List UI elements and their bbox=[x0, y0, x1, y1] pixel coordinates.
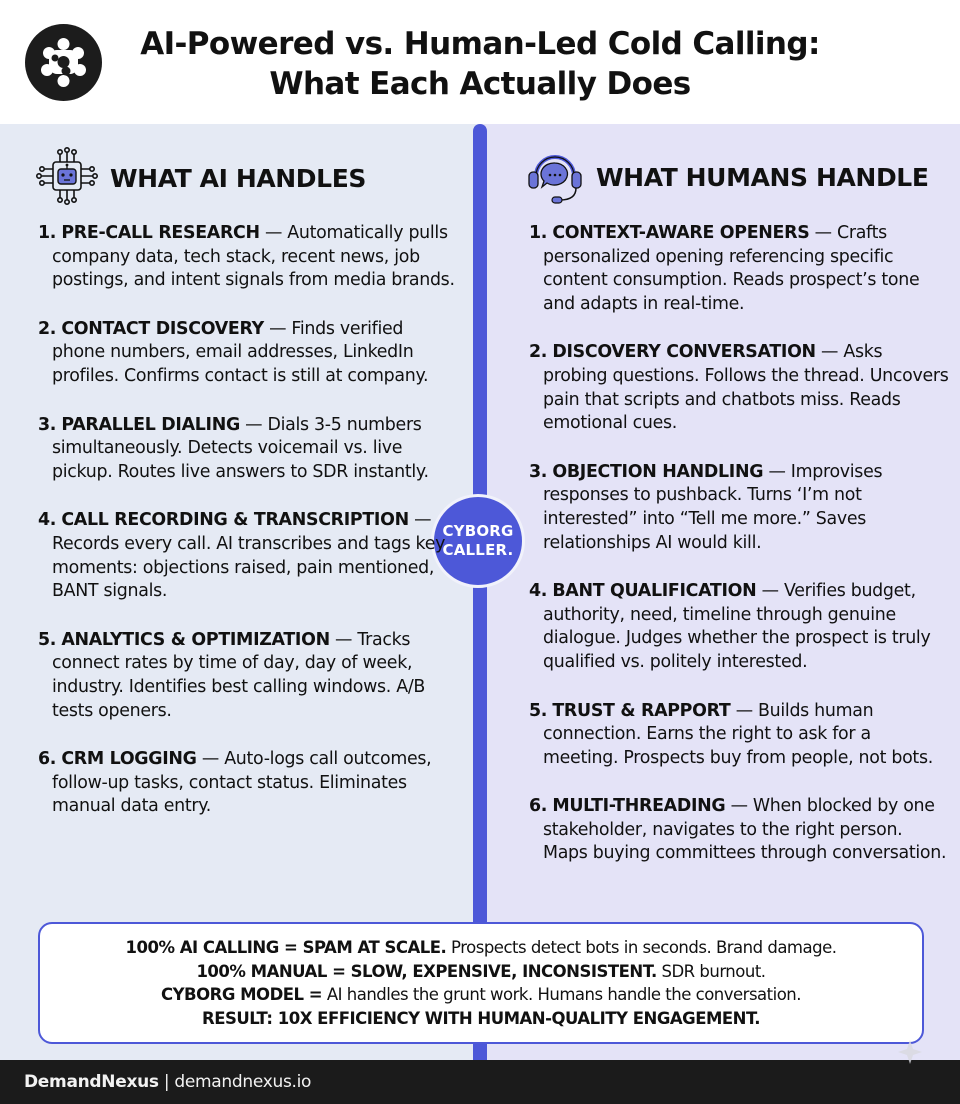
title-line-2: What Each Actually Does bbox=[269, 66, 691, 102]
item-heading: BANT QUALIFICATION bbox=[552, 581, 757, 602]
sparkle-icon bbox=[898, 1040, 922, 1064]
item-description: — Crafts personalized opening referencing specific content consumption. Reads prospect’s tone and adapts in real-time. bbox=[543, 223, 920, 314]
human-item-trust bbox=[529, 700, 949, 771]
summary-text: SDR burnout. bbox=[656, 961, 766, 981]
footer-brand: DemandNexus bbox=[24, 1072, 159, 1092]
ai-items-list bbox=[38, 222, 458, 819]
item-number: 6. bbox=[529, 796, 548, 817]
footer-text bbox=[24, 1072, 311, 1092]
badge-line-2: CALLER. bbox=[442, 541, 514, 559]
summary-bold: 100% AI CALLING = SPAM AT SCALE. bbox=[125, 938, 447, 957]
footer bbox=[0, 1060, 960, 1104]
footer-url[interactable]: demandnexus.io bbox=[174, 1072, 312, 1092]
item-description: — Improvises responses to pushback. Turns ‘I’m not interested” into “Tell me more.” Saves relationships AI would kill. bbox=[543, 461, 883, 553]
ai-item-contact-discovery bbox=[38, 318, 458, 389]
human-column-title: WHAT HUMANS HANDLE bbox=[596, 162, 929, 192]
item-heading: PRE-CALL RESEARCH bbox=[61, 223, 260, 243]
summary-bold: 100% MANUAL = SLOW, EXPENSIVE, INCONSISTENT. bbox=[196, 961, 657, 981]
ai-item-analytics bbox=[38, 629, 458, 723]
item-description: — Records every call. AI transcribes and tags key moments: objections raised, pain mentioned, BANT signals. bbox=[52, 510, 446, 602]
item-number: 2. bbox=[38, 318, 57, 339]
item-number: 1. bbox=[38, 223, 57, 243]
summary-line-manual bbox=[196, 960, 765, 984]
ai-column-heading bbox=[36, 146, 366, 210]
summary-bold: CYBORG MODEL = bbox=[160, 985, 323, 1004]
summary-text: AI handles the grunt work. Humans handle the conversation. bbox=[322, 985, 802, 1004]
human-item-bant bbox=[529, 580, 949, 674]
summary-text: Prospects detect bots in seconds. Brand damage. bbox=[446, 938, 837, 957]
human-items-list bbox=[529, 222, 949, 891]
human-item-discovery bbox=[529, 341, 949, 435]
ai-column-title: WHAT AI HANDLES bbox=[110, 163, 366, 193]
human-column-heading bbox=[526, 146, 929, 208]
ai-item-call-recording bbox=[38, 509, 458, 603]
item-heading: ANALYTICS & OPTIMIZATION bbox=[61, 629, 330, 650]
item-number: 2. bbox=[529, 342, 548, 363]
item-number: 4. bbox=[38, 510, 57, 531]
human-item-objections bbox=[529, 461, 949, 555]
item-description: — Tracks connect rates by time of day, day of week, industry. Identifies best calling windows. A/B tests openers. bbox=[52, 629, 426, 721]
item-number: 6. bbox=[38, 749, 57, 770]
item-heading: CALL RECORDING & TRANSCRIPTION bbox=[61, 510, 409, 531]
molecule-logo-icon bbox=[25, 24, 102, 101]
item-number: 5. bbox=[38, 629, 57, 650]
item-heading: TRUST & RAPPORT bbox=[552, 700, 731, 721]
badge-line-1: CYBORG bbox=[442, 522, 514, 540]
summary-line-ai bbox=[126, 936, 837, 960]
summary-line-result bbox=[202, 1007, 760, 1031]
item-heading: CRM LOGGING bbox=[61, 749, 197, 770]
item-heading: OBJECTION HANDLING bbox=[552, 461, 764, 482]
item-number: 3. bbox=[529, 461, 548, 482]
center-divider bbox=[473, 124, 487, 1060]
item-number: 4. bbox=[529, 581, 548, 602]
item-description: — Dials 3-5 numbers simultaneously. Detects voicemail vs. live pickup. Routes live answers to SDR instantly. bbox=[52, 414, 429, 482]
item-number: 3. bbox=[38, 414, 57, 435]
item-heading: PARALLEL DIALING bbox=[61, 414, 240, 435]
item-description: — Automatically pulls company data, tech stack, recent news, job postings, and intent signals from media brands. bbox=[52, 223, 455, 291]
item-number: 5. bbox=[529, 700, 548, 721]
page-title bbox=[110, 24, 850, 104]
item-heading: CONTEXT-AWARE OPENERS bbox=[552, 223, 810, 243]
item-heading: DISCOVERY CONVERSATION bbox=[552, 342, 816, 363]
item-description: — Builds human connection. Earns the right to ask for a meeting. Prospects buy from people, not bots. bbox=[543, 700, 933, 768]
summary-bold: RESULT: 10X EFFICIENCY WITH HUMAN-QUALITY ENGAGEMENT. bbox=[202, 1008, 760, 1028]
title-line-1: AI-Powered vs. Human-Led Cold Calling: bbox=[140, 26, 820, 62]
headset-chat-icon bbox=[526, 146, 584, 208]
item-heading: MULTI-THREADING bbox=[552, 796, 726, 817]
footer-separator: | bbox=[158, 1072, 175, 1092]
item-description: — Auto-logs call outcomes, follow-up tasks, contact status. Eliminates manual data entry. bbox=[52, 749, 432, 817]
ai-item-pre-call-research bbox=[38, 222, 458, 293]
summary-box bbox=[38, 922, 924, 1044]
robot-chip-icon bbox=[36, 146, 98, 210]
item-description: — Finds verified phone numbers, email addresses, LinkedIn profiles. Confirms contact is still at company. bbox=[52, 318, 429, 386]
summary-line-cyborg bbox=[161, 983, 801, 1007]
item-heading: CONTACT DISCOVERY bbox=[61, 318, 264, 339]
item-description: — Asks probing questions. Follows the thread. Uncovers pain that scripts and chatbots miss. Reads emotional cues. bbox=[543, 342, 949, 434]
human-item-openers bbox=[529, 222, 949, 316]
ai-item-crm-logging bbox=[38, 748, 458, 819]
header bbox=[0, 0, 960, 124]
item-description: — When blocked by one stakeholder, navigates to the right person. Maps buying committees through conversation. bbox=[543, 796, 947, 864]
item-description: — Verifies budget, authority, need, timeline through genuine dialogue. Judges whether the prospect is truly qualified vs. politely interested. bbox=[543, 581, 931, 672]
ai-item-parallel-dialing bbox=[38, 414, 458, 485]
item-number: 1. bbox=[529, 223, 548, 243]
human-item-multithreading bbox=[529, 795, 949, 866]
